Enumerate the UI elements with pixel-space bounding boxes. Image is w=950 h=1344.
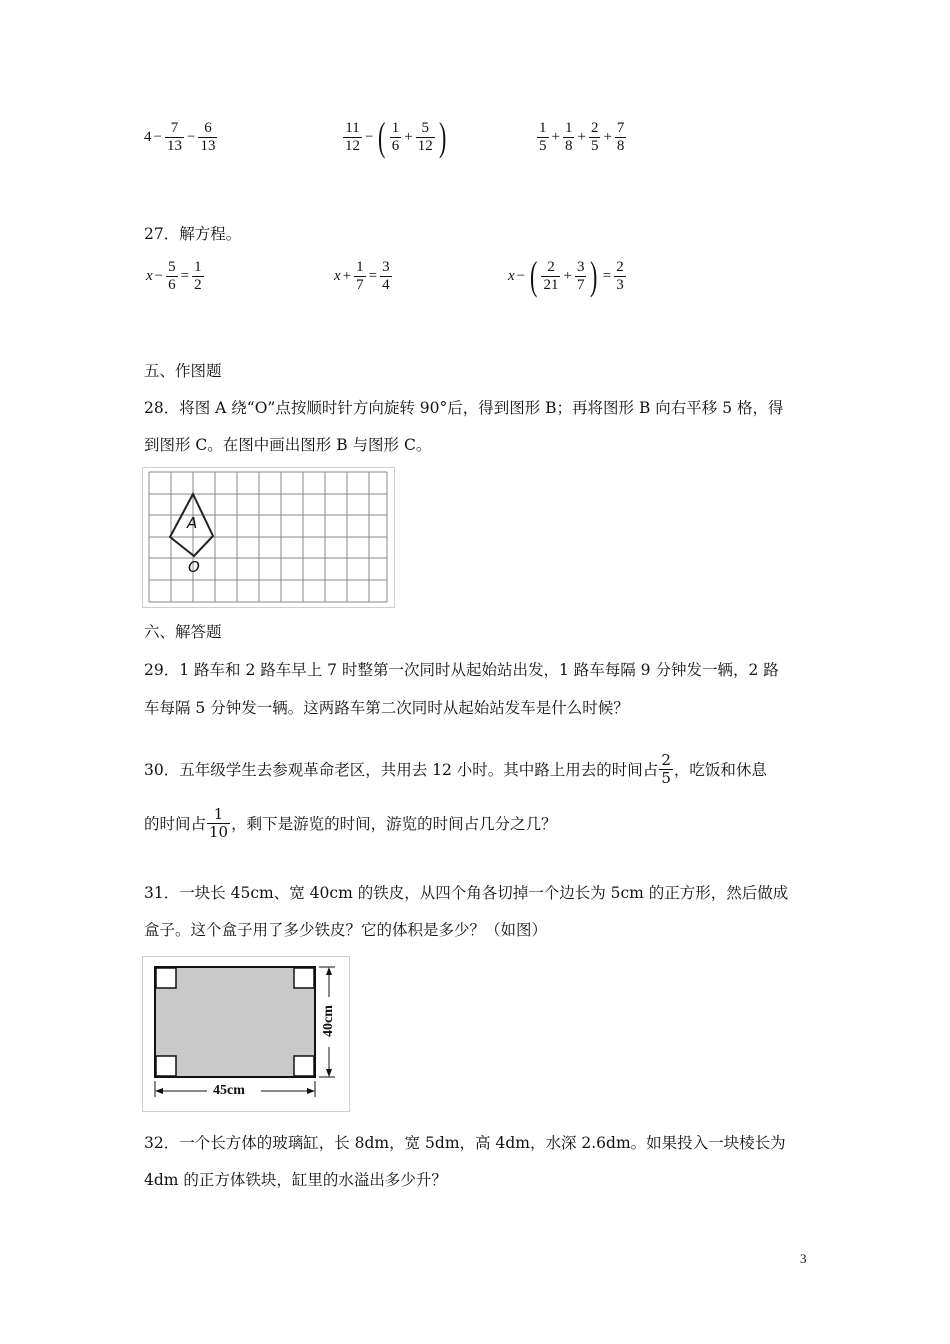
label-a: A xyxy=(187,514,198,532)
operator: + xyxy=(577,129,586,145)
left-paren: ( xyxy=(378,114,386,159)
operator: + xyxy=(603,129,612,145)
operator: − xyxy=(153,129,162,145)
equals: = xyxy=(180,268,190,284)
fraction: $\frac{2}{3}$ xyxy=(616,258,624,293)
fraction: $\frac{7}{13}$ xyxy=(166,120,182,154)
operator: + xyxy=(404,128,413,145)
variable: x xyxy=(146,268,153,284)
grid-svg xyxy=(143,468,394,607)
q32-line2: 4dm 的正方体铁块，缸里的水溢出多少升？ xyxy=(144,1171,447,1189)
q31-line2: 盒子。这个盒子用了多少铁皮？它的体积是多少？（如图） xyxy=(144,921,548,939)
grid-figure xyxy=(142,467,395,608)
q30-line1: 30．五年级学生去参观革命老区，共用去 12 小时。其中路上用去的时间占 $\frac{2}{5}$ ，吃饭和休息 xyxy=(144,751,767,787)
fraction: $\frac{6}{13}$ xyxy=(200,120,216,154)
q27-title: 27．解方程。 xyxy=(144,225,242,243)
fraction: $\frac{1}{2}$ xyxy=(194,259,202,293)
expr-2 xyxy=(342,114,449,159)
operator: − xyxy=(365,128,374,145)
fraction: $\frac{3}{4}$ xyxy=(382,259,390,293)
equation-2 xyxy=(334,259,393,294)
variable: x xyxy=(508,267,515,284)
q31-line1: 31．一块长 45cm、宽 40cm 的铁皮，从四个角各切掉一个边长为 5cm 的正方形，然后做成 xyxy=(144,884,789,902)
operator: + xyxy=(551,129,560,145)
operator: − xyxy=(154,268,164,284)
equation-1 xyxy=(146,259,205,294)
variable: x xyxy=(334,268,341,284)
sheet-figure xyxy=(142,956,350,1112)
dim-length-label: 45cm xyxy=(213,1083,245,1098)
expr-1 xyxy=(144,120,218,155)
fraction: $\frac{1}{7}$ xyxy=(356,259,364,293)
equals: = xyxy=(368,268,378,284)
fraction: $\frac{7}{8}$ xyxy=(616,120,625,154)
fraction: $\frac{5}{12}$ xyxy=(417,119,433,154)
operator: − xyxy=(516,267,526,284)
operator: + xyxy=(563,267,572,284)
fraction: $\frac{2}{5}$ xyxy=(661,751,671,787)
q29-line2: 车每隔 5 分钟发一辆。这两路车第二次同时从起始站发车是什么时候？ xyxy=(144,699,629,717)
q29-line1: 29．1 路车和 2 路车早上 7 时整第一次同时从起始站出发，1 路车每隔 9 分钟发一辆，2 路 xyxy=(144,661,779,679)
fraction: $\frac{2}{21}$ xyxy=(543,258,559,293)
q32-line1: 32．一个长方体的玻璃缸，长 8dm，宽 5dm，高 4dm，水深 2.6dm。如果投入一块棱长为 xyxy=(144,1134,786,1152)
fraction: $\frac{1}{6}$ xyxy=(391,119,400,154)
section-heading: 六、解答题 xyxy=(144,623,222,641)
num: 4 xyxy=(144,129,152,145)
q30-line2: 的时间占 $\frac{1}{10}$ ，剩下是游览的时间，游览的时间占几分之几？ xyxy=(144,805,557,841)
left-paren: ( xyxy=(530,253,538,298)
fraction: $\frac{2}{5}$ xyxy=(590,120,599,154)
fraction: $\frac{1}{10}$ xyxy=(209,805,229,841)
section-heading: 五、作图题 xyxy=(144,362,222,380)
right-paren: ) xyxy=(438,114,447,159)
sheet-svg xyxy=(143,957,349,1111)
q28-line1: 28．将图 A 绕“O”点按顺时针方向旋转 90°后，得到图形 B；再将图形 B 向右平移 5 格，得 xyxy=(144,399,784,417)
fraction: $\frac{3}{7}$ xyxy=(576,258,585,293)
q28-line2: 到图形 C。在图中画出图形 B 与图形 C。 xyxy=(144,436,432,454)
operator: − xyxy=(186,129,196,145)
fraction: $\frac{1}{8}$ xyxy=(564,120,573,154)
equation-3 xyxy=(508,253,627,298)
right-paren: ) xyxy=(590,253,598,298)
dim-width-label: 40cm xyxy=(321,1005,336,1037)
equals: = xyxy=(602,267,612,284)
label-o: O xyxy=(188,558,200,576)
fraction: $\frac{1}{5}$ xyxy=(539,120,547,154)
fraction: $\frac{5}{6}$ xyxy=(168,259,176,293)
page-number: 3 xyxy=(800,1251,807,1266)
fraction: $\frac{11}{12}$ xyxy=(345,119,360,154)
operator: + xyxy=(342,268,352,284)
expr-3 xyxy=(536,120,627,155)
